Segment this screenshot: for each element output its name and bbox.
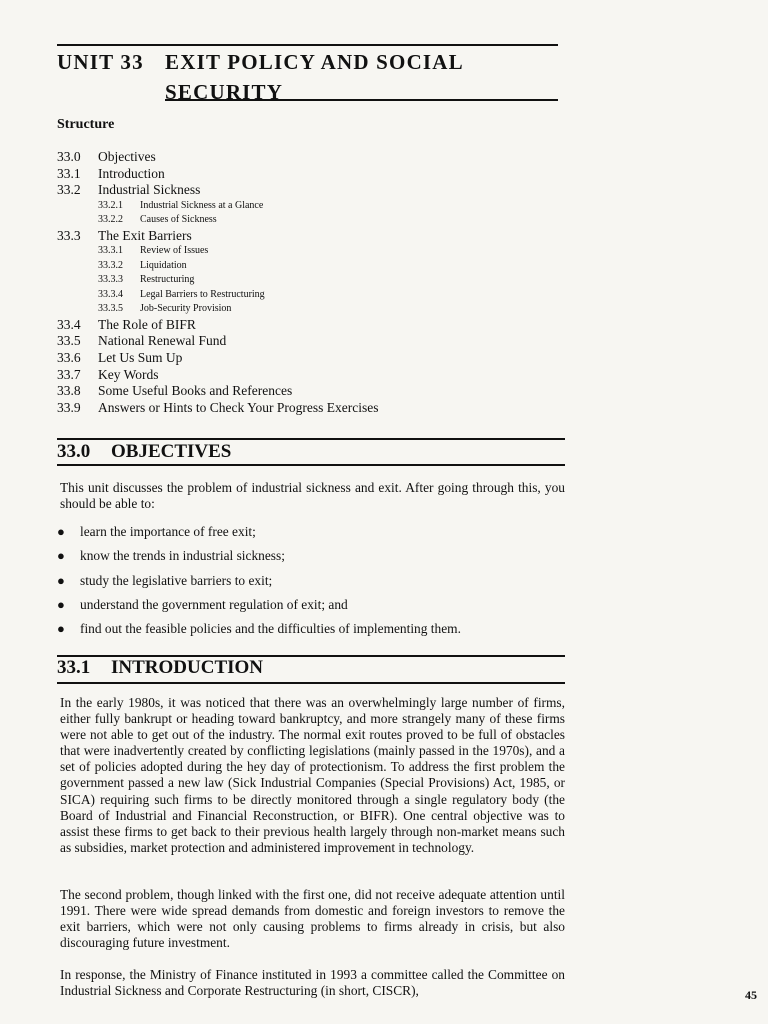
toc-subitem <box>57 259 557 274</box>
toc-title: National Renewal Fund <box>98 333 227 349</box>
toc-number: 33.3 <box>57 227 81 243</box>
toc-number: 33.5 <box>57 333 81 349</box>
list-item <box>57 524 567 548</box>
toc-item <box>57 367 557 384</box>
toc-number: 33.6 <box>57 350 81 366</box>
toc-title: Industrial Sickness at a Glance <box>140 199 264 211</box>
toc-title: Answers or Hints to Check Your Progress Exercises <box>98 399 379 415</box>
toc-number: 33.3.5 <box>98 303 123 315</box>
toc-item <box>57 383 557 400</box>
toc-item <box>57 149 557 166</box>
toc-title: Causes of Sickness <box>140 214 217 226</box>
objectives-heading <box>57 441 231 463</box>
table-of-contents <box>57 149 557 416</box>
list-item <box>57 573 567 597</box>
toc-title: Review of Issues <box>140 245 209 257</box>
introduction-bottom-rule <box>57 682 565 684</box>
toc-number: 33.9 <box>57 399 81 415</box>
toc-title: Restructuring <box>140 274 195 286</box>
bullet-text: understand the government regulation of exit; and <box>80 596 348 612</box>
structure-label: Structure <box>57 117 115 132</box>
introduction-heading <box>57 657 263 679</box>
toc-title: Key Words <box>98 366 159 382</box>
list-item <box>57 621 567 645</box>
toc-title: The Exit Barriers <box>98 227 192 243</box>
bullet-text: find out the feasible policies and the difficulties of implementing them. <box>80 621 461 637</box>
toc-subitem <box>57 288 557 303</box>
unit-title-line2: SECURITY <box>165 80 284 104</box>
title-bottom-rule <box>165 99 558 101</box>
toc-number: 33.3.4 <box>98 288 123 300</box>
objectives-intro: This unit discusses the problem of industrial sickness and exit. After going through this, you should be able to: <box>60 480 565 512</box>
top-rule <box>57 44 558 46</box>
toc-subitem <box>57 213 557 228</box>
unit-number: UNIT 33 <box>57 50 144 74</box>
toc-item <box>57 166 557 183</box>
section-title: OBJECTIVES <box>111 441 232 462</box>
toc-title: Some Useful Books and References <box>98 383 293 399</box>
toc-subitem <box>57 302 557 317</box>
toc-title: Liquidation <box>140 259 187 271</box>
toc-number: 33.2.1 <box>98 199 123 211</box>
page-number: 45 <box>745 988 757 1002</box>
toc-subitem <box>57 199 557 214</box>
toc-item <box>57 228 557 245</box>
toc-item <box>57 333 557 350</box>
toc-title: Industrial Sickness <box>98 182 201 198</box>
unit-title-line1: EXIT POLICY AND SOCIAL <box>165 50 464 74</box>
toc-number: 33.8 <box>57 383 81 399</box>
toc-subitem <box>57 244 557 259</box>
toc-title: Job-Security Provision <box>140 303 232 315</box>
toc-number: 33.1 <box>57 165 81 181</box>
section-number: 33.0 <box>57 441 91 462</box>
toc-number: 33.3.1 <box>98 245 123 257</box>
list-item <box>57 597 567 621</box>
objectives-bottom-rule <box>57 464 565 466</box>
bullet-icon: ● <box>57 524 65 539</box>
introduction-paragraph-3: In response, the Ministry of Finance instituted in 1993 a committee called the Committee on Industrial Sickness and Corporate Restructuring (in short, CISCR), <box>60 967 565 999</box>
toc-number: 33.2.2 <box>98 214 123 226</box>
toc-title: The Role of BIFR <box>98 316 196 332</box>
bullet-icon: ● <box>57 572 65 588</box>
bullet-icon: ● <box>57 548 65 564</box>
bullet-text: study the legislative barriers to exit; <box>80 572 273 588</box>
introduction-paragraph-2: The second problem, though linked with the first one, did not receive adequate attention until 1991. There were wide spread demands from domestic and foreign investors to remove the exit barriers, which were not only causing problems to firms already in crisis, but also discouraging future investment. <box>60 887 565 951</box>
bullet-text: know the trends in industrial sickness; <box>80 548 285 564</box>
introduction-paragraph-1: In the early 1980s, it was noticed that there was an overwhelmingly large number of firms, either fully bankrupt or heading toward bankruptcy, and more strangely many of these firms were not able to get out of the industry. The normal exit routes proved to be full of obstacles that were inadvertently created by conflicting legislations (mainly passed in the 1970s), and a set of policies adopted during the hey day of protectionism. To address the first problem the government passed a new law (Sick Industrial Companies (Special Provisions) Act, 1985, or SICA) requiring such firms to be directly monitored through a single regulatory body (the Board of Industrial and Financial Reconstruction, or BIFR). One central objective was to assist these firms to get back to their previous health largely through non-market means such as subsidies, market protection and administered improvement in technology. <box>60 695 565 855</box>
bullet-icon: ● <box>57 596 65 612</box>
toc-title: Introduction <box>98 165 165 181</box>
objectives-top-rule <box>57 438 565 440</box>
toc-item <box>57 350 557 367</box>
toc-number: 33.3.2 <box>98 259 123 271</box>
toc-number: 33.0 <box>57 149 81 164</box>
unit-title <box>57 47 464 107</box>
toc-number: 33.2 <box>57 182 81 198</box>
bullet-icon: ● <box>57 621 65 637</box>
section-title: INTRODUCTION <box>111 657 264 678</box>
section-number: 33.1 <box>57 657 91 678</box>
toc-item <box>57 317 557 334</box>
toc-title: Let Us Sum Up <box>98 350 183 366</box>
toc-title: Objectives <box>98 149 156 164</box>
toc-item <box>57 182 557 199</box>
toc-item <box>57 400 557 417</box>
toc-number: 33.4 <box>57 316 81 332</box>
list-item <box>57 548 567 572</box>
toc-subitem <box>57 273 557 288</box>
toc-title: Legal Barriers to Restructuring <box>140 288 265 300</box>
toc-number: 33.3.3 <box>98 274 123 286</box>
bullet-text: learn the importance of free exit; <box>80 524 256 539</box>
objectives-list <box>57 524 567 645</box>
toc-number: 33.7 <box>57 366 81 382</box>
